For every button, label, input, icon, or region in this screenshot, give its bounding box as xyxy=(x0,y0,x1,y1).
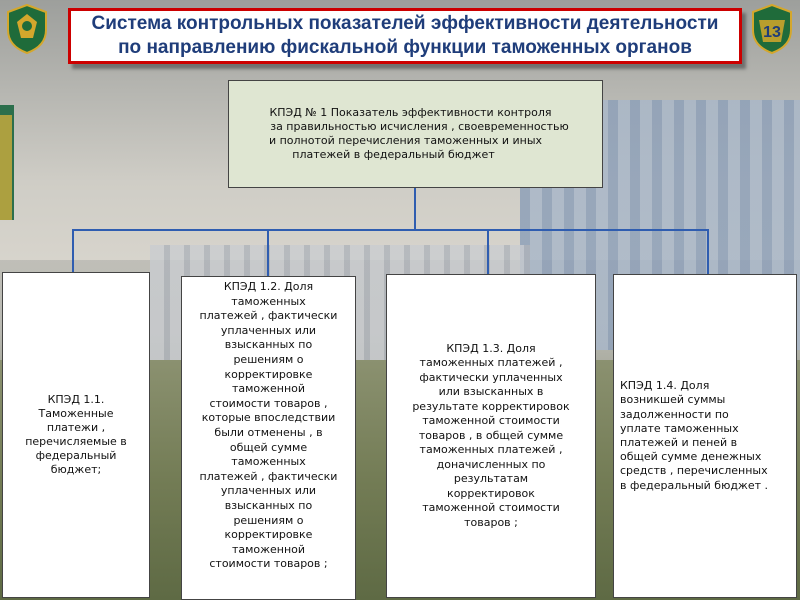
box-text-line: корректировок xyxy=(447,486,535,500)
connector-horizontal xyxy=(72,229,709,231)
connector-branch-4 xyxy=(707,229,709,275)
box-text-line: общей сумме денежных xyxy=(620,450,762,464)
box-text-line: платежей в федеральный бюджет xyxy=(292,148,495,161)
title-line: по направлению фискальной функции таможенных органов xyxy=(118,37,692,58)
connector-branch-3 xyxy=(487,229,489,275)
customs-emblem-icon xyxy=(2,2,52,56)
box-text-line: общей сумме xyxy=(229,440,308,454)
box-text-line: таможенных xyxy=(231,294,306,308)
box-text-line: уплате таможенных xyxy=(620,421,739,435)
box-text-line: таможенной xyxy=(231,542,306,556)
box-text-line: КПЭД № 1 Показатель эффективности контроля xyxy=(269,106,552,119)
kped-1-1-box xyxy=(2,272,150,598)
box-text-line: таможенной стоимости xyxy=(422,501,560,515)
page-number: 13 xyxy=(763,24,781,41)
box-text-line: задолженности по xyxy=(620,407,729,421)
box-text-line: или взысканных в xyxy=(438,385,544,399)
box-text-line: результате корректировок xyxy=(412,399,570,413)
box-text-line: платежей , фактически xyxy=(199,469,338,483)
box-text-line: таможенных платежей , xyxy=(419,443,563,457)
box-text-line: доначисленных по xyxy=(436,457,546,471)
box-text-line: были отменены , в xyxy=(214,425,323,439)
box-text-line: стоимости товаров , xyxy=(209,396,328,410)
box-text-line: стоимости товаров ; xyxy=(209,557,328,571)
box-text-line: результатам xyxy=(453,472,529,486)
box-text-line: корректировке xyxy=(224,528,313,542)
box-text-line: товаров ; xyxy=(464,515,518,529)
box-text-line: таможенной стоимости xyxy=(422,414,560,428)
box-text-line: взысканных по xyxy=(224,498,313,512)
box-text-line: за правильностью исчисления , своевременностью xyxy=(270,120,569,133)
box-text-line: в федеральный бюджет . xyxy=(620,478,769,492)
box-text-line: платежей , фактически xyxy=(199,309,338,323)
box-text-line: товаров , в общей сумме xyxy=(418,428,564,442)
box-text-line: взысканных по xyxy=(224,338,313,352)
customs-emblem-icon xyxy=(747,2,797,56)
box-text-line: Таможенные xyxy=(38,407,114,420)
kped-1-3-box xyxy=(386,274,596,598)
box-text-line: перечисляемые в xyxy=(25,435,127,448)
box-text-line: бюджет; xyxy=(50,463,102,476)
background-flag xyxy=(0,115,12,220)
box-text-line: таможенных xyxy=(231,455,306,469)
box-text-line: которые впоследствии xyxy=(201,411,336,425)
title-line: Система контрольных показателей эффективности деятельности xyxy=(91,13,719,34)
box-text-line: уплаченных или xyxy=(220,323,317,337)
box-text-line: решениям о xyxy=(233,352,304,366)
kped-1-4-box xyxy=(613,274,797,598)
box-text-line: КПЭД 1.1. xyxy=(47,393,105,406)
connector-trunk xyxy=(414,188,416,230)
box-text-line: уплаченных или xyxy=(220,484,317,498)
connector-branch-1 xyxy=(72,229,74,273)
box-text-line: таможенных платежей , xyxy=(419,356,563,370)
box-text-line: КПЭД 1.2. Доля xyxy=(223,280,314,293)
box-text-line: решениям о xyxy=(233,513,304,527)
box-text-line: таможенной xyxy=(231,382,306,396)
box-text-line: КПЭД 1.4. Доля xyxy=(620,379,710,393)
box-text-line: платежи , xyxy=(46,421,106,434)
kped-1-box xyxy=(228,80,603,188)
slide-title xyxy=(68,8,742,64)
box-text-line: федеральный xyxy=(35,449,117,462)
box-text-line: фактически уплаченных xyxy=(419,370,563,384)
connector-branch-2 xyxy=(267,229,269,277)
box-text-line: средств , перечисленных xyxy=(620,464,768,478)
box-text-line: возникшей суммы xyxy=(620,393,726,407)
box-text-line: корректировке xyxy=(224,367,313,381)
box-text-line: КПЭД 1.3. Доля xyxy=(446,341,536,355)
box-text-line: и полнотой перечисления таможенных и иных xyxy=(268,134,543,147)
kped-1-2-box xyxy=(181,276,356,600)
box-text-line: платежей и пеней в xyxy=(620,436,738,449)
